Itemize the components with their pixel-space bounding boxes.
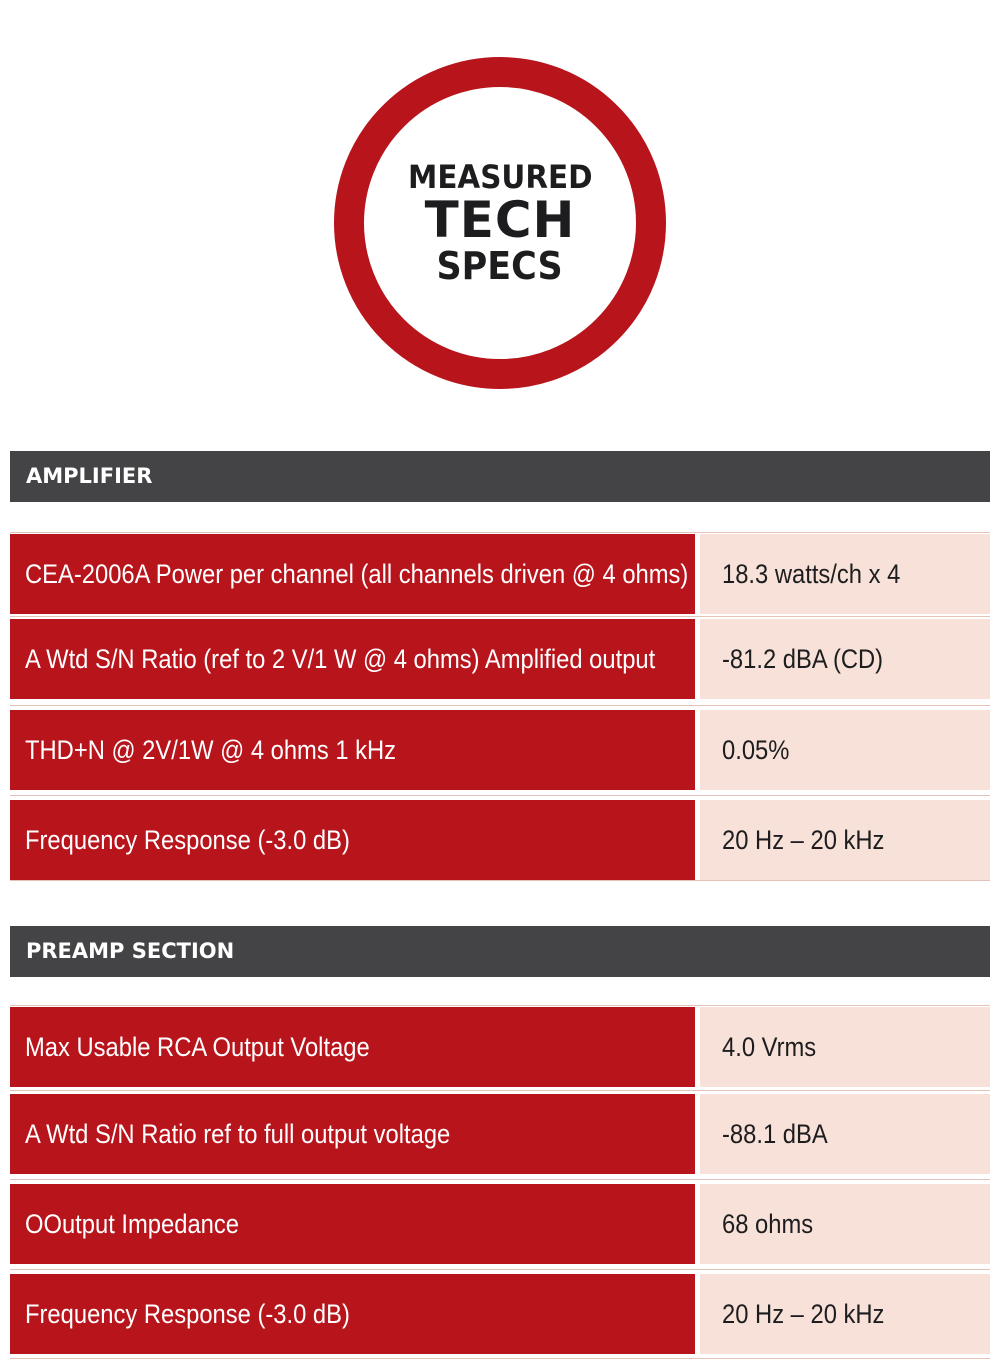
- spec-label: Max Usable RCA Output Voltage: [10, 1007, 695, 1087]
- spec-value: -81.2 dBA (CD): [700, 619, 990, 699]
- divider: [10, 1269, 990, 1270]
- spec-label: THD+N @ 2V/1W @ 4 ohms 1 kHz: [10, 710, 695, 790]
- logo-line-specs: SPECS: [436, 244, 564, 288]
- logo-line-measured: MEASURED: [407, 158, 593, 196]
- divider: [10, 1179, 990, 1180]
- spec-value: 0.05%: [700, 710, 990, 790]
- spec-value: 20 Hz – 20 kHz: [700, 1274, 990, 1354]
- spec-value: 4.0 Vrms: [700, 1007, 990, 1087]
- spec-row: [10, 1184, 990, 1264]
- logo-line-tech: TECH: [424, 191, 576, 249]
- divider: [10, 1358, 990, 1359]
- divider: [10, 1090, 990, 1091]
- spec-label: CEA-2006A Power per channel (all channels driven @ 4 ohms): [10, 534, 695, 614]
- section-header-preamp: PREAMP SECTION: [10, 926, 990, 977]
- divider: [10, 1005, 990, 1006]
- divider: [10, 705, 990, 706]
- spec-label: Frequency Response (-3.0 dB): [10, 800, 695, 880]
- spec-row: [10, 1094, 990, 1174]
- spec-value: 18.3 watts/ch x 4: [700, 534, 990, 614]
- measured-tech-specs-logo: [334, 57, 666, 389]
- spec-value: -88.1 dBA: [700, 1094, 990, 1174]
- divider: [10, 880, 990, 881]
- spec-row: [10, 619, 990, 699]
- spec-row: [10, 534, 990, 614]
- logo-text: [364, 87, 636, 359]
- divider: [10, 795, 990, 796]
- section-header-amplifier: AMPLIFIER: [10, 451, 990, 502]
- spec-label: Frequency Response (-3.0 dB): [10, 1274, 695, 1354]
- divider: [10, 616, 990, 617]
- spec-label: A Wtd S/N Ratio ref to full output voltage: [10, 1094, 695, 1174]
- spec-value: 68 ohms: [700, 1184, 990, 1264]
- spec-row: [10, 1007, 990, 1087]
- spec-row: [10, 710, 990, 790]
- spec-label: OOutput Impedance: [10, 1184, 695, 1264]
- spec-row: [10, 1274, 990, 1354]
- spec-value: 20 Hz – 20 kHz: [700, 800, 990, 880]
- spec-label: A Wtd S/N Ratio (ref to 2 V/1 W @ 4 ohms) Amplified output: [10, 619, 695, 699]
- divider: [10, 532, 990, 533]
- spec-row: [10, 800, 990, 880]
